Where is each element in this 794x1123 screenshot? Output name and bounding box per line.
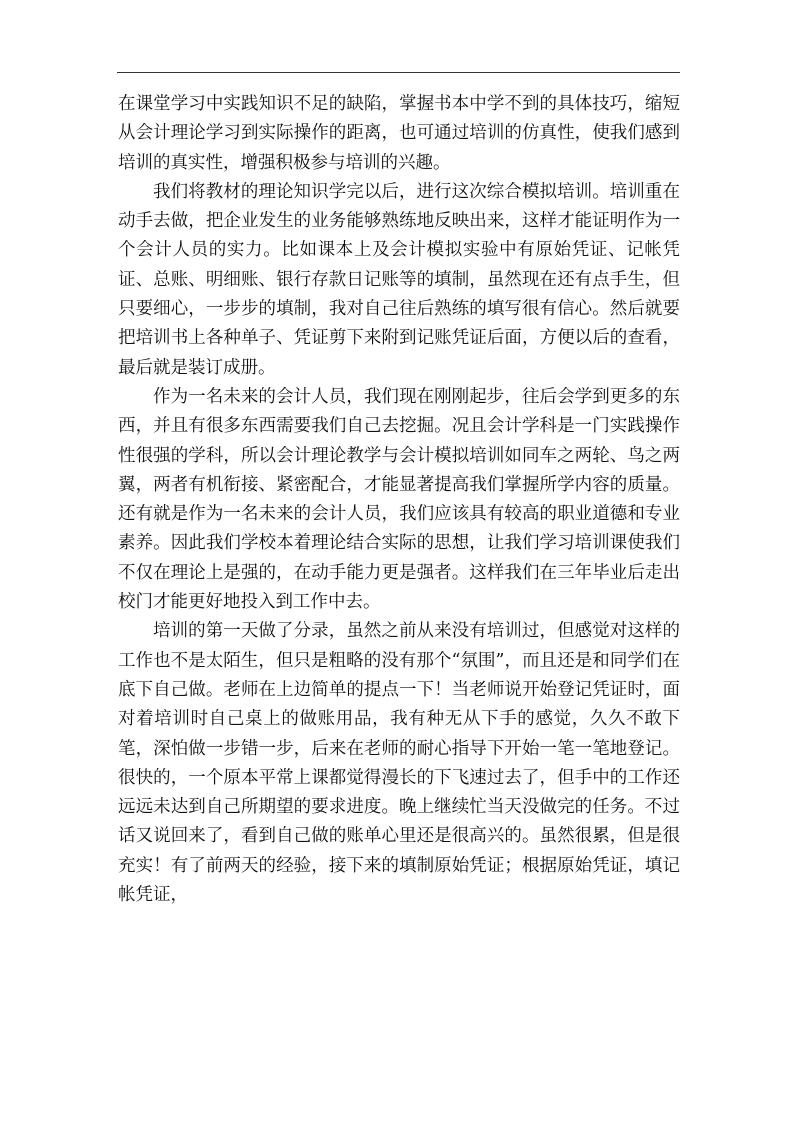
paragraph-4: 培训的第一天做了分录，虽然之前从来没有培训过，但感觉对这样的工作也不是太陌生，但只是粗略的没有那个“氛围”，而且还是和同学们在底下自己做。老师在上边简单的提点一下！当老师说开始登记凭证时，面对着培训时自己桌上的做账用品，我有种无从下手的感觉，久久不敢下笔，深怕做一步错一步，后来在老师的耐心指导下开始一笔一笔地登记。很快的，一个原本平常上课都觉得漫长的下飞速过去了，但手中的工作还远远未达到自己所期望的要求进度。晚上继续忙当天没做完的任务。不过话又说回来了，看到自己做的账单心里还是很高兴的。虽然很累，但是很充实！有了前两天的经验，接下来的填制原始凭证；根据原始凭证，填记帐凭证， (118, 621, 680, 906)
paragraph-2: 我们将教材的理论知识学完以后，进行这次综合模拟培训。培训重在动手去做，把企业发生的业务能够熟练地反映出来，这样才能证明作为一个会计人员的实力。比如课本上及会计模拟实验中有原始凭证、记帐凭证、总账、明细账、银行存款日记账等的填制，虽然现在还有点手生，但只要细心，一步步的填制，我对自己往后熟练的填写很有信心。然后就要把培训书上各种单子、凭证剪下来附到记账凭证后面，方便以后的查看，最后就是装订成册。 (118, 181, 680, 378)
document-body (118, 90, 680, 910)
header-rule (117, 72, 680, 73)
paragraph-3: 作为一名未来的会计人员，我们现在刚刚起步，往后会学到更多的东西，并且有很多东西需要我们自己去挖掘。况且会计学科是一门实践操作性很强的学科，所以会计理论教学与会计模拟培训如同车之两轮、鸟之两翼，两者有机衔接、紧密配合，才能显著提高我们掌握所学内容的质量。还有就是作为一名未来的会计人员，我们应该具有较高的职业道德和专业素养。因此我们学校本着理论结合实际的思想，让我们学习培训课使我们不仅在理论上是强的，在动手能力更是强者。这样我们在三年毕业后走出校门才能更好地投入到工作中去。 (118, 386, 680, 613)
paragraph-1: 在课堂学习中实践知识不足的缺陷，掌握书本中学不到的具体技巧，缩短从会计理论学习到实际操作的距离，也可通过培训的仿真性，使我们感到培训的真实性，增强积极参与培训的兴趣。 (118, 94, 680, 173)
